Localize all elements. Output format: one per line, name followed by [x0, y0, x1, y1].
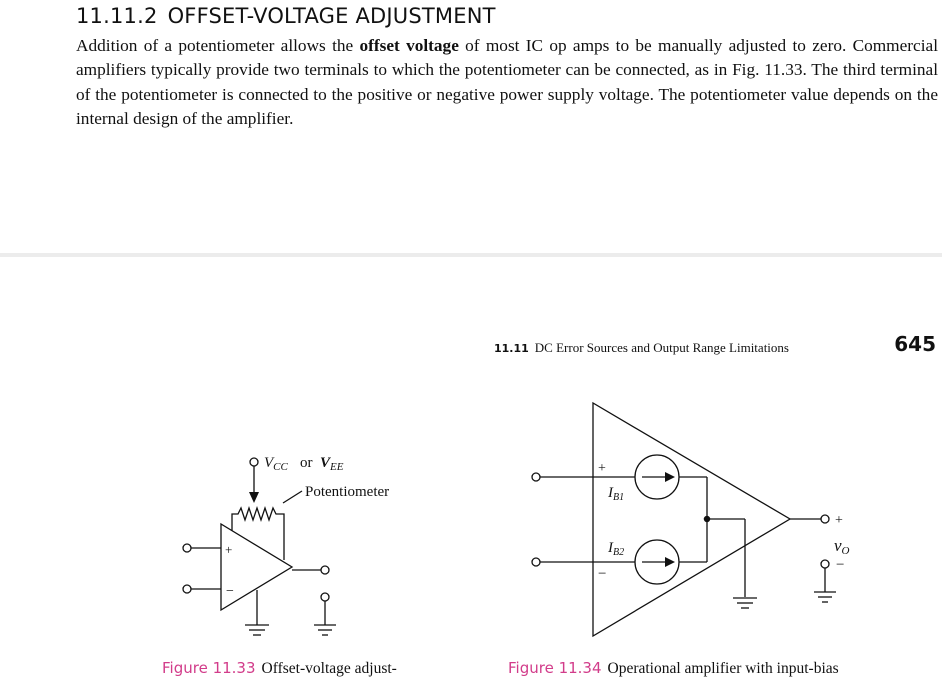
input-terminal-minus-2: [532, 558, 540, 566]
paragraph-text-2: of most IC op amps to be manually adjusted to zero. Commercial amplifiers typically provide two terminals to which the potentiometer can be connected, as in Fig. 11.33. The third terminal of the potentiometer is connected to the positive or negative power supply voltage. The potentiometer value depends on the internal design of the amplifier.: [76, 36, 938, 129]
junction-dot: [704, 516, 709, 521]
running-head-title: DC Error Sources and Output Range Limitations: [534, 340, 789, 355]
vo-subscript: O: [841, 545, 850, 557]
opamp-1-plus: +: [225, 542, 233, 557]
section-number: 11.11.2: [76, 4, 158, 28]
vcc-label: V: [264, 455, 274, 471]
input-terminal-plus-2: [532, 473, 540, 481]
or-label: or: [300, 455, 313, 471]
paragraph-text-1: Addition of a potentiometer allows the: [76, 36, 360, 55]
figure-11-34-caption: [508, 659, 839, 678]
supply-terminal: [250, 458, 258, 466]
output-ground-terminal: [321, 593, 329, 601]
vo-label: v: [834, 536, 842, 555]
figure-11-33-label: Figure 11.33: [162, 659, 256, 677]
opamp-2-body: [593, 403, 790, 636]
potentiometer-label: Potentiometer: [305, 484, 390, 500]
opamp-2-minus: −: [598, 566, 607, 582]
opamp-2-plus: +: [598, 461, 606, 476]
vee-label: V: [320, 455, 331, 471]
opamp-1-minus: −: [226, 584, 234, 599]
output-minus: −: [836, 557, 845, 573]
ib2-subscript: B2: [613, 547, 625, 558]
input-terminal-plus: [183, 544, 191, 552]
output-plus: +: [835, 513, 843, 528]
svg-text:VEE: [320, 455, 344, 473]
figure-11-33-caption-text: Offset-voltage adjust-: [261, 660, 397, 677]
ib2-label: I: [608, 540, 613, 556]
ib1-label: I: [608, 485, 613, 501]
vcc-subscript: CC: [273, 461, 288, 473]
svg-text:VCC: [264, 455, 289, 473]
paragraph-bold-term: offset voltage: [359, 36, 459, 55]
running-head-section-number: 11.11: [494, 342, 529, 355]
page-number: 645: [894, 332, 936, 356]
output-ground-terminal-2: [821, 560, 829, 568]
svg-text:vO: [834, 536, 850, 557]
wiper-arrow: [249, 492, 259, 503]
figure-11-34-caption-text: Operational amplifier with input-bias: [607, 660, 839, 677]
figure-11-34-diagram: [532, 403, 836, 636]
vee-subscript: EE: [330, 461, 344, 473]
section-title: OFFSET-VOLTAGE ADJUSTMENT: [167, 4, 496, 28]
output-terminal-2: [821, 515, 829, 523]
input-terminal-minus: [183, 585, 191, 593]
figure-11-33-caption: [162, 659, 397, 678]
figure-11-34-label: Figure 11.34: [508, 659, 602, 677]
ib1-subscript: B1: [613, 492, 625, 503]
pot-label-pointer: [283, 491, 302, 503]
output-terminal: [321, 566, 329, 574]
